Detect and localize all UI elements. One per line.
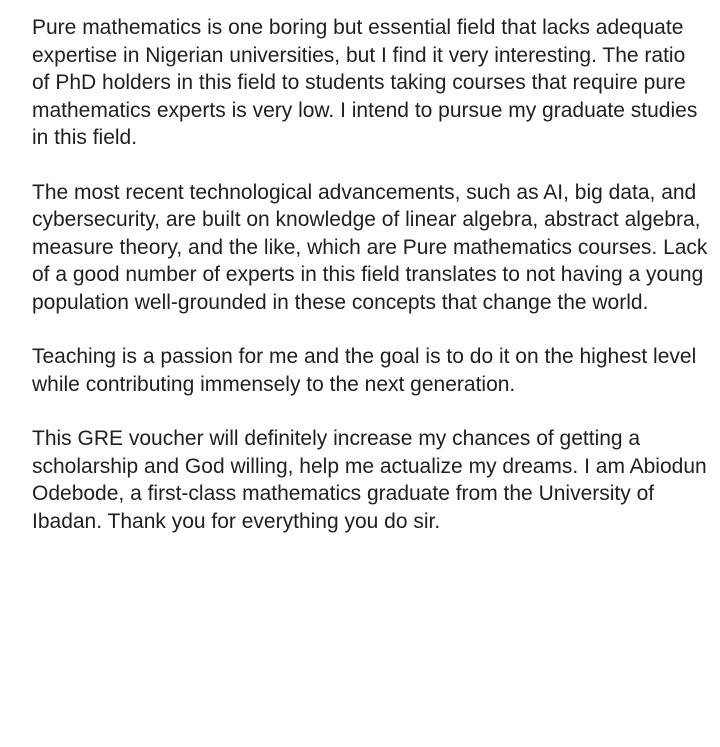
document-body (32, 14, 708, 535)
paragraph-technology-relevance: The most recent technological advancements, such as AI, big data, and cybersecurity, are built on knowledge of linear algebra, abstract algebra, measure theory, and the like, which are Pure mathematics courses. Lack of a good number of experts in this field translates to not having a young population well-grounded in these concepts that change the world. (32, 180, 708, 314)
paragraph-field-interest: Pure mathematics is one boring but essential field that lacks adequate expertise in Nigerian universities, but I find it very interesting. The ratio of PhD holders in this field to students taking courses that require pure mathematics experts is very low. I intend to pursue my graduate studies in this field. (32, 16, 698, 149)
paragraph-teaching-passion: Teaching is a passion for me and the goal is to do it on the highest level while contributing immensely to the next generation. (32, 345, 697, 396)
paragraph-voucher-request: This GRE voucher will definitely increase my chances of getting a scholarship and God willing, help me actualize my dreams. I am Abiodun Odebode, a first-class mathematics graduate from the University of Ibadan. Thank you for everything you do sir. (32, 427, 707, 533)
